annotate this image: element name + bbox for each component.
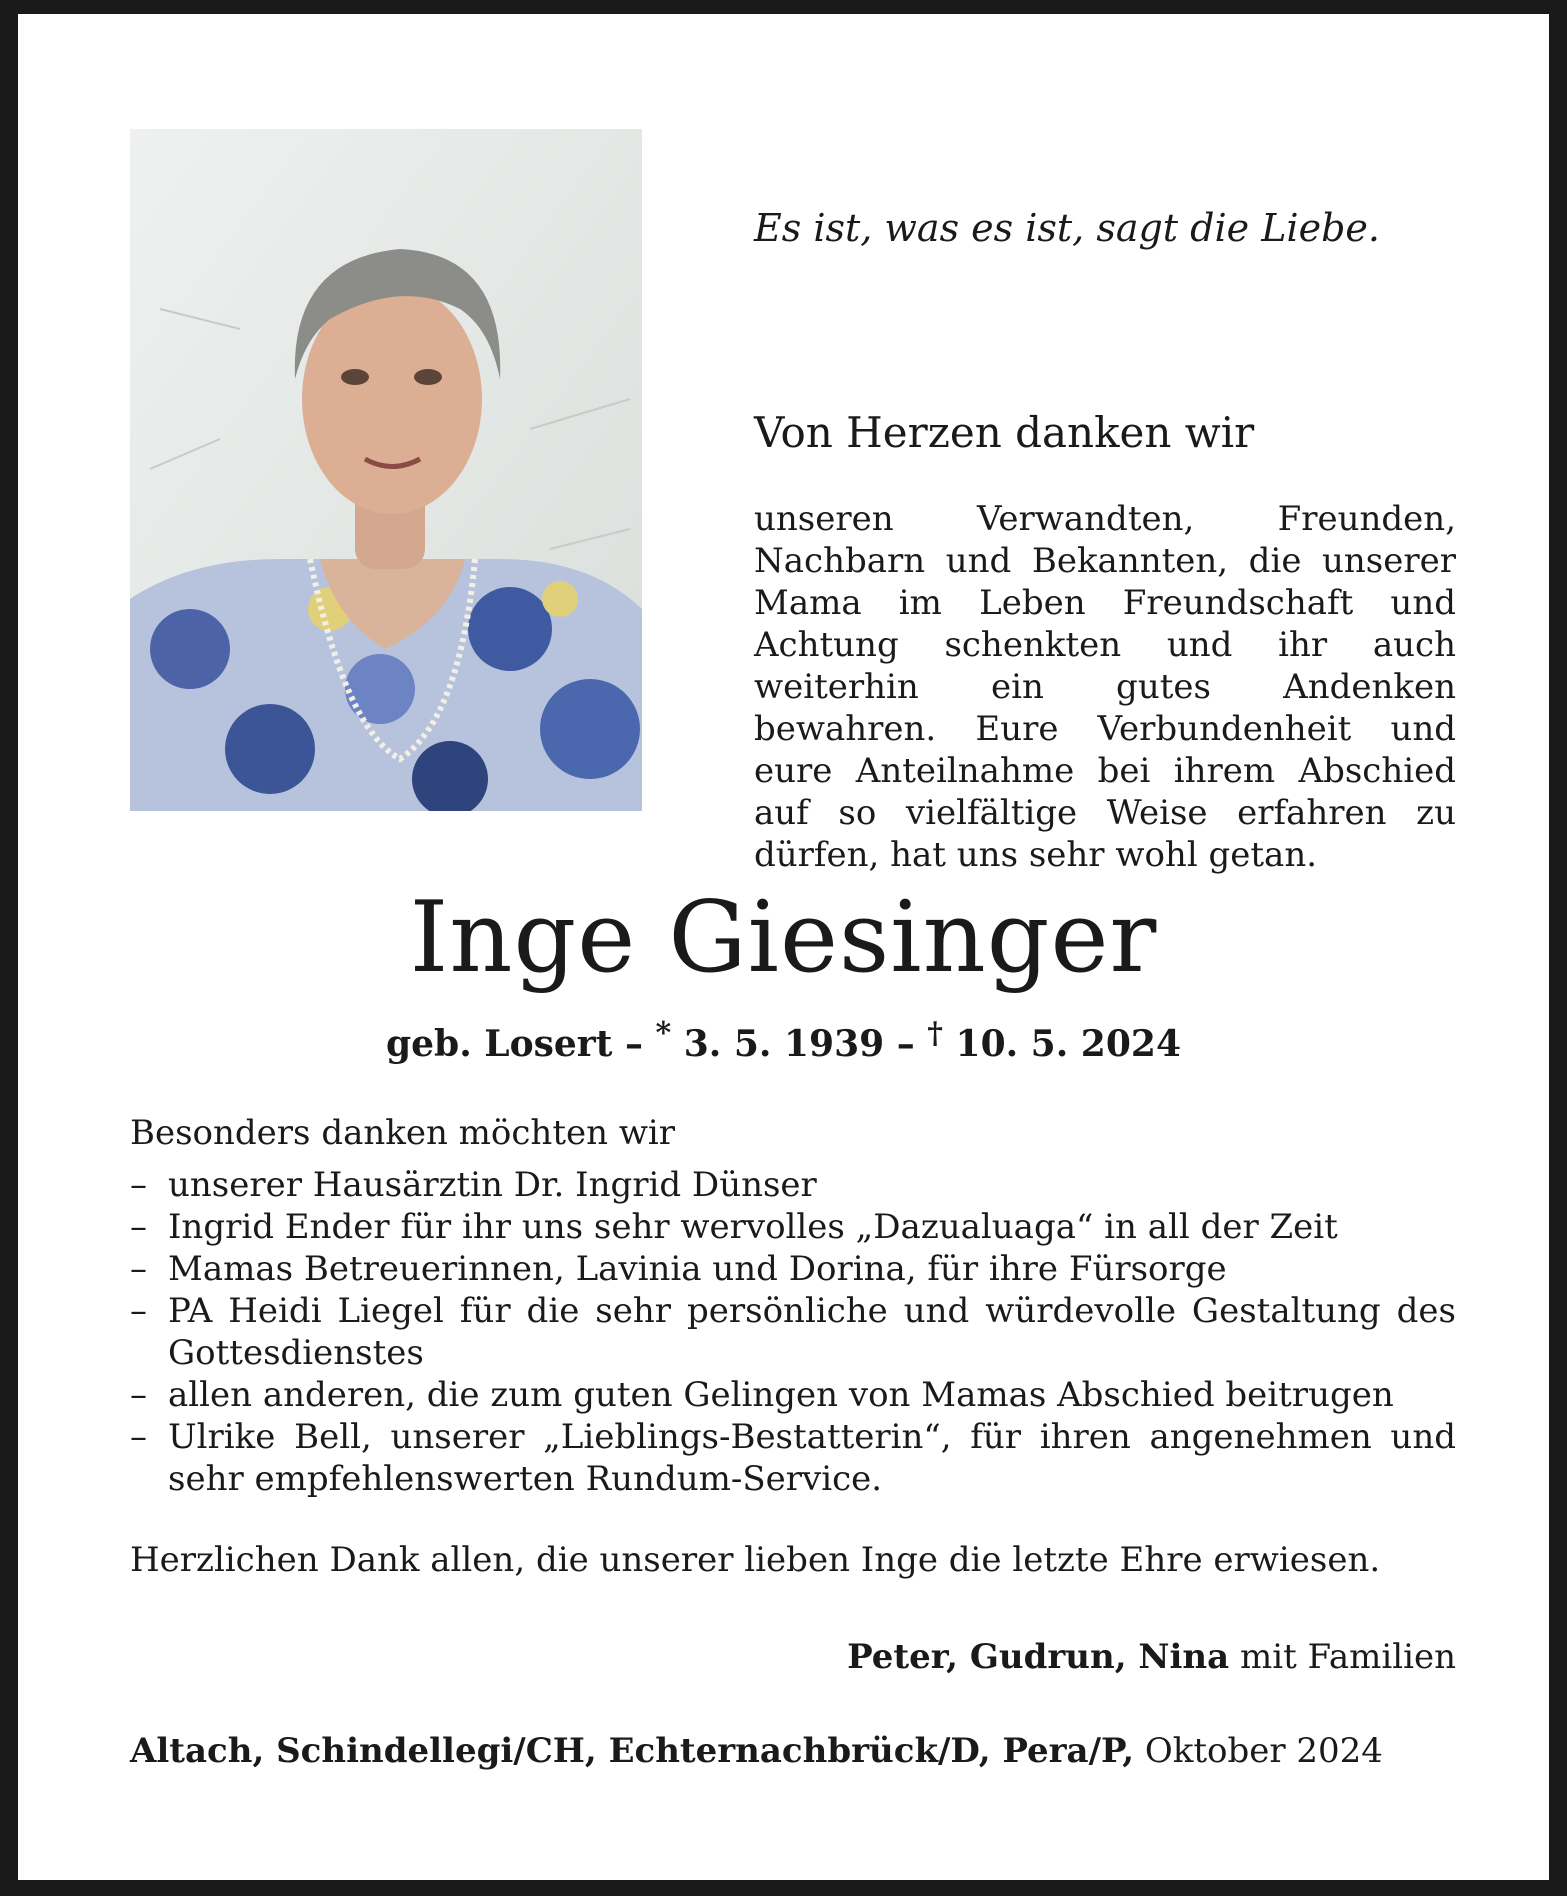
signer-suffix: mit Familien: [1239, 1637, 1456, 1677]
list-item: – Ulrike Bell, unserer „Lieblings-Bestatterin“, für ihren angenehmen und sehr empfehlenswerten Rundum-Service.: [130, 1417, 1456, 1499]
list-item: – Ingrid Ender für ihr uns sehr wervolles „Dazualuaga“ in all der Zeit: [130, 1207, 1338, 1247]
list-item: – Mamas Betreuerinnen, Lavinia und Dorina, für ihre Fürsorge: [130, 1249, 1227, 1289]
death-symbol: †: [927, 1016, 943, 1051]
death-date: 10. 5. 2024: [955, 1023, 1181, 1065]
thanks-heading: Von Herzen danken wir: [754, 408, 1255, 457]
notice-date: Oktober 2024: [1144, 1731, 1383, 1771]
special-thanks-list: [130, 1164, 1456, 1500]
place-date-line: [130, 1730, 1383, 1772]
birth-date: 3. 5. 1939: [683, 1023, 885, 1065]
deceased-name: Inge Giesinger: [409, 881, 1158, 995]
birth-name: geb. Losert: [385, 1023, 613, 1065]
list-item: – allen anderen, die zum guten Gelingen von Mamas Abschied beitrugen: [130, 1375, 1394, 1415]
signature-line: [847, 1636, 1456, 1678]
life-dates: geb. Losert – * 3. 5. 1939 – † 10. 5. 2024: [385, 1016, 1181, 1065]
signer-names: Peter, Gudrun, Nina: [847, 1637, 1230, 1677]
special-thanks-heading: Besonders danken möchten wir: [130, 1113, 676, 1153]
portrait-image: [130, 129, 642, 811]
portrait-photo: [130, 129, 642, 811]
closing-line: Herzlichen Dank allen, die unserer lieben Inge die letzte Ehre erwiesen.: [130, 1540, 1381, 1580]
motto-quote: Es ist, was es ist, sagt die Liebe.: [754, 206, 1380, 250]
obituary-notice: [18, 14, 1549, 1880]
birth-symbol: *: [655, 1016, 672, 1051]
place-list: Altach, Schindellegi/CH, Echternachbrück/D, Pera/P,: [130, 1731, 1135, 1771]
list-item: – PA Heidi Liegel für die sehr persönliche und würdevolle Gestaltung des Gottesdienstes: [130, 1291, 1456, 1373]
list-item: – unserer Hausärztin Dr. Ingrid Dünser: [130, 1165, 817, 1205]
thanks-paragraph: unseren Verwandten, Freunden, Nachbarn und Bekannten, die unserer Mama im Leben Freundschaft und Achtung schenkten und ihr auch weiterhin ein gutes Andenken bewahren. Eure Verbundenheit und eure Anteilnahme bei ihrem Abschied auf so vielfältige Weise erfahren zu dürfen, hat uns sehr wohl getan.: [754, 499, 1456, 875]
